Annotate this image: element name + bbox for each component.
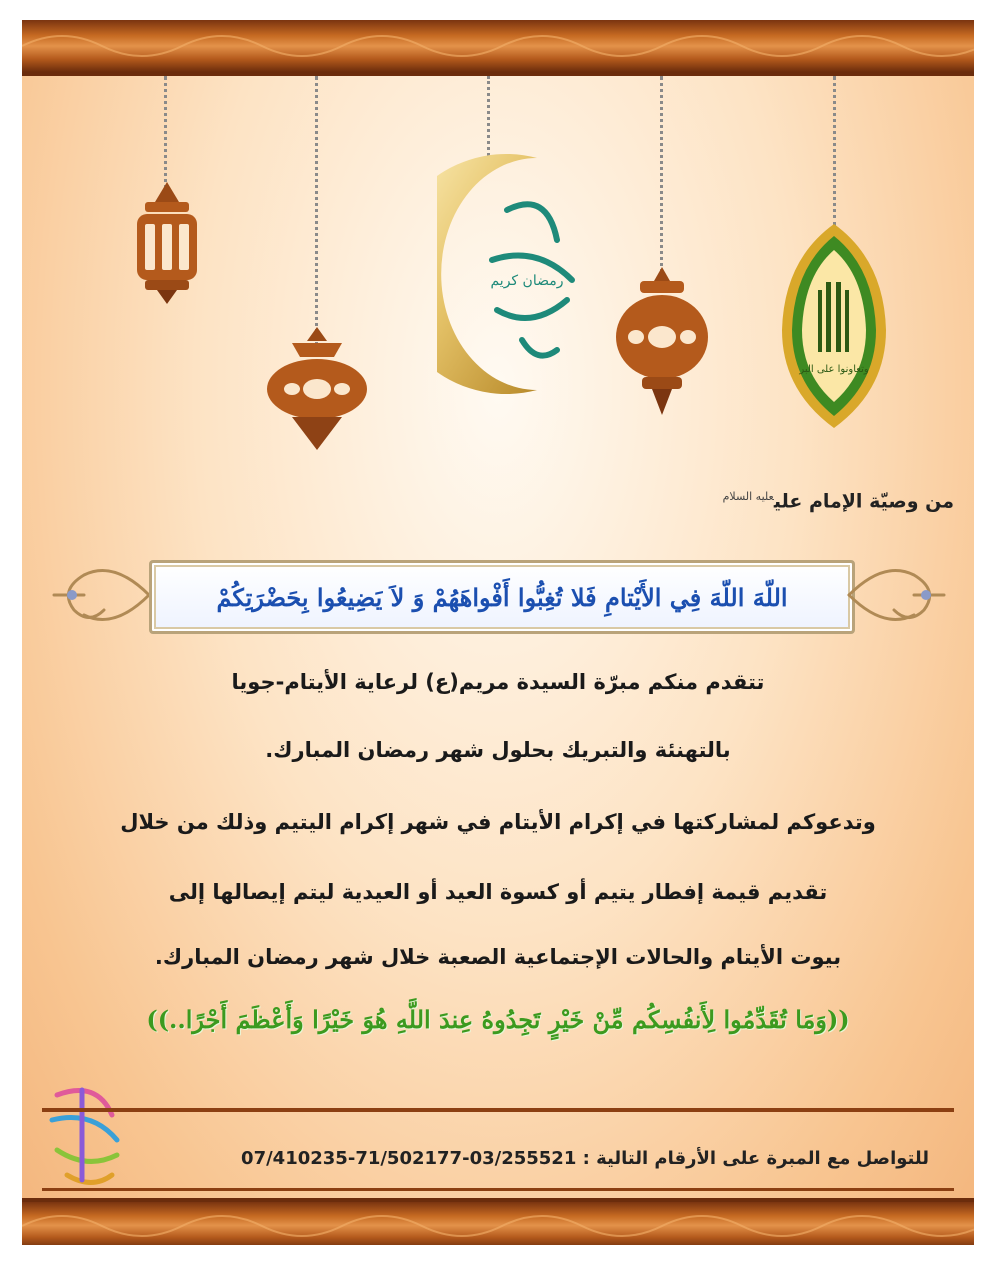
lantern-icon xyxy=(127,180,207,310)
quran-verse: ((وَمَا تُقَدِّمُوا لِأَنفُسِكُم مِّنْ خَيْرٍ تَجِدُوهُ عِندَ اللَّهِ هُوَ خَيْرًا وَأَعْظَمَ أَجْرًا..)) xyxy=(146,1005,850,1034)
organization-logo-icon xyxy=(774,220,894,435)
crescent-calligraphy: رمضان كريم xyxy=(490,273,564,289)
hadith-box xyxy=(149,560,855,634)
bottom-ornament-band xyxy=(22,1198,974,1245)
hanging-string xyxy=(487,76,490,156)
contact-line: للتواصل مع المبرة على الأرقام التالية : 03/255521-71/502177-07/410235 xyxy=(241,1148,929,1169)
logo-text: وتعاونوا على البر xyxy=(799,364,869,375)
body-line: وتدعوكم لمشاركتها في إكرام الأيتام في شهر إكرام اليتيم وذلك من خلال xyxy=(120,810,876,834)
intro-text: من وصيّة الإمام علي xyxy=(773,490,954,513)
calligraphy-emblem-icon xyxy=(37,1075,132,1195)
hanging-string xyxy=(315,76,318,346)
hanging-string xyxy=(164,76,167,196)
lantern-icon xyxy=(262,325,372,455)
body-line: بيوت الأيتام والحالات الإجتماعية الصعبة خلال شهر رمضان المبارك. xyxy=(154,945,842,969)
intro-line xyxy=(723,490,954,512)
hanging-string xyxy=(660,76,663,286)
hanging-string xyxy=(833,76,836,226)
hadith-frame xyxy=(44,540,954,650)
ornament-right-icon xyxy=(844,540,954,650)
top-ornament-band xyxy=(22,20,974,76)
divider-line xyxy=(42,1188,954,1191)
band-pattern xyxy=(22,20,974,72)
honorific-text: عليه السلام xyxy=(722,490,774,503)
body-line: تقديم قيمة إفطار يتيم أو كسوة العيد أو العيدية ليتم إيصالها إلى xyxy=(168,880,828,904)
band-pattern xyxy=(22,1202,974,1245)
body-line: بالتهنئة والتبريك بحلول شهر رمضان المبارك. xyxy=(265,738,731,762)
lantern-icon xyxy=(612,265,712,425)
divider-line xyxy=(42,1108,954,1112)
ornament-left-icon xyxy=(44,540,154,650)
poster xyxy=(22,20,974,1245)
ramadan-crescent-icon xyxy=(437,150,587,400)
hadith-text: اللّهَ اللّهَ فِي الأَيْتامِ فَلا تُغِبُّوا أَفْواهَهُمْ وَ لاَ يَضِيعُوا بِحَضْرَتِكُمْ xyxy=(216,582,788,612)
body-line: تتقدم منكم مبرّة السيدة مريم(ع) لرعاية الأيتام-جويا xyxy=(231,670,765,694)
